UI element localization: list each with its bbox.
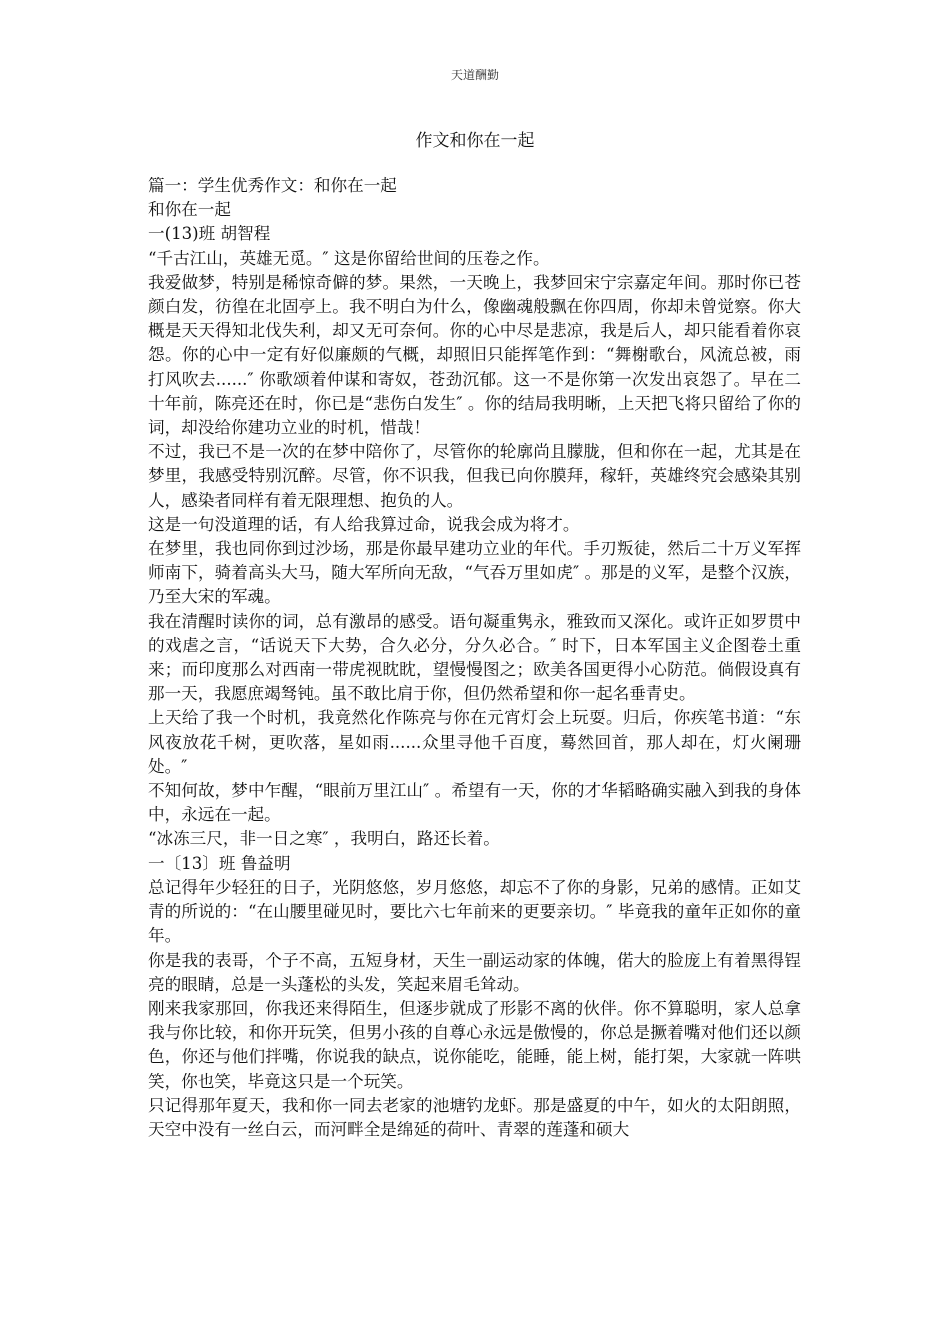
page-header: 天道酬勤 (450, 68, 499, 82)
paragraph: 我在清醒时读你的词，总有激昂的感受。语句凝重隽永，雅致而又深化。或许正如罗贯中的戏虐之言，“话说天下大势，合久必分，分久必合。″ 时下，日本军国主义企图卷土重来；而印度那么对西南一带虎视眈眈，望慢慢图之；欧美各国更得小心防范。倘假设真有那一天，我愿庶竭驽钝。虽不敢比肩于你，但仍然希望和你一起名垂青史。 (148, 611, 801, 704)
paragraph: 不知何故，梦中乍醒，“眼前万里江山″ 。希望有一天，你的才华韬略确实融入到我的身体中，永远在一起。 (148, 781, 801, 825)
paragraph: 只记得那年夏天，我和你一同去老家的池塘钓龙虾。那是盛夏的中午，如火的太阳朗照，天空中没有一丝白云，而河畔全是绵延的荷叶、青翠的莲蓬和硕大 (148, 1095, 801, 1139)
paragraph: 一(13)班 胡智程 (148, 224, 271, 244)
paragraph: 刚来我家那回，你我还来得陌生，但逐步就成了形影不离的伙伴。你不算聪明，家人总拿我与你比较，和你开玩笑，但男小孩的自尊心永远是傲慢的，你总是撅着嘴对他们还以颜色，你还与他们拌嘴，你说我的缺点，说你能吃，能睡，能上树，能打架，大家就一阵哄笑，你也笑，毕竟这只是一个玩笑。 (148, 998, 801, 1091)
document-title: 作文和你在一起 (415, 131, 535, 151)
paragraph: 一〔13〕班 鲁益明 (148, 853, 291, 873)
paragraph: 上天给了我一个时机，我竟然化作陈亮与你在元宵灯会上玩耍。归后，你疾笔书道：“东风夜放花千树，更吹落，星如雨......众里寻他千百度，蓦然回首，那人却在，灯火阑珊处。″ (148, 708, 801, 776)
document-body (148, 174, 801, 1142)
paragraph: “千古江山，英雄无觅。″ 这是你留给世间的压卷之作。 (148, 248, 550, 268)
paragraph: 你是我的表哥，个子不高，五短身材，天生一副运动家的体魄，偌大的脸庞上有着黑得锃亮的眼睛，总是一头蓬松的头发，笑起来眉毛耸动。 (148, 950, 801, 994)
paragraph: 我爱做梦，特别是稀惊奇僻的梦。果然，一天晚上，我梦回宋宁宗嘉定年间。那时你已苍颜白发，彷徨在北固亭上。我不明白为什么，像幽魂般飘在你四周，你却未曾觉察。你大概是天天得知北伐失利，却又无可奈何。你的心中尽是悲凉，我是后人，却只能看着你哀怨。你的心中一定有好似廉颇的气概，却照旧只能挥笔作到：“舞榭歌台，风流总被，雨打风吹去......″ 你歌颂着仲谋和寄奴，苍劲沉郁。这一不是你第一次发出哀怨了。早在二十年前，陈亮还在时，你已是“悲伤白发生″ 。你的结局我明晰，上天把飞将只留给了你的词，却没给你建功立业的时机，惜哉！ (148, 272, 801, 438)
paragraph: 和你在一起 (148, 200, 231, 220)
paragraph: 不过，我已不是一次的在梦中陪你了，尽管你的轮廓尚且朦胧，但和你在一起，尤其是在梦里，我感受特别沉醉。尽管，你不识我，但我已向你膜拜，稼轩，英雄终究会感染其别人，感染者同样有着无限理想、抱负的人。 (148, 442, 801, 510)
paragraph: 篇一：学生优秀作文：和你在一起 (148, 176, 397, 195)
paragraph: 在梦里，我也同你到过沙场，那是你最早建功立业的年代。手刃叛徒，然后二十万义军挥师南下，骑着高头大马，随大军所向无敌，“气吞万里如虎″ 。那是的义军，是整个汉族，乃至大宋的军魂。 (148, 539, 801, 607)
paragraph: 总记得年少轻狂的日子，光阴悠悠，岁月悠悠，却忘不了你的身影，兄弟的感情。正如艾青的所说的：“在山腰里碰见时，要比六七年前来的更要亲切。″ 毕竟我的童年正如你的童年。 (148, 877, 801, 946)
paragraph: 这是一句没道理的话，有人给我算过命，说我会成为将才。 (148, 514, 580, 534)
paragraph: “冰冻三尺，非一日之寒″ ，我明白，路还长着。 (148, 829, 500, 849)
